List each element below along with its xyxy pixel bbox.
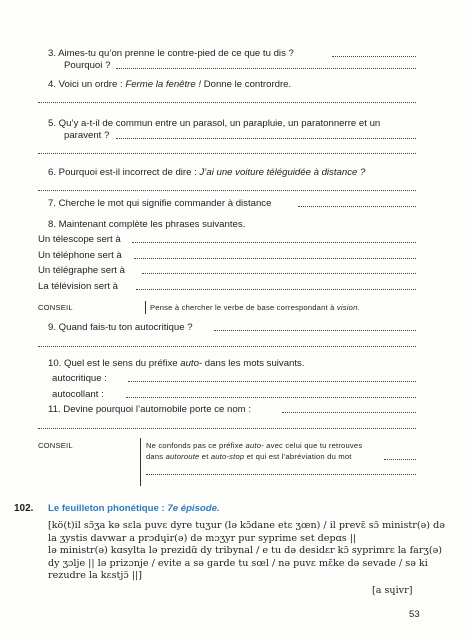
phonetic-text <box>48 520 445 583</box>
answer-line <box>116 130 416 142</box>
answer-line <box>38 94 416 106</box>
question-11: 11. Devine pourquoi l’automobile porte ce nom : <box>48 404 252 415</box>
phonetic-line: rezudre la kɛstjɔ̃ ||] <box>48 570 142 582</box>
conseil-divider <box>140 438 141 486</box>
conseil-text-line1: Ne confonds pas ce préfixe auto- avec celui que tu retrouves <box>146 441 363 450</box>
question-6: 6. Pourquoi est-il incorrect de dire : J’ai une voiture téléguidée à distance ? <box>48 167 366 178</box>
question-9: 9. Quand fais-tu ton autocritique ? <box>48 322 193 333</box>
question-5: 5. Qu’y a-t-il de commun entre un parasol, un parapluie, un paratonnerre et un <box>48 118 381 129</box>
answer-line <box>282 404 416 416</box>
exercise-number: 102. <box>14 503 34 514</box>
page-number: 53 <box>409 609 420 620</box>
question-3: 3. Aimes-tu qu’on prenne le contre-pied de ce que tu dis ? <box>48 48 294 59</box>
conseil-divider <box>145 301 146 314</box>
conseil-label: CONSEIL <box>38 303 73 312</box>
conseil-text-line2: dans autoroute et auto-stop et qui est l’abréviation du mot <box>146 452 352 461</box>
question-4: 4. Voici un ordre : Ferme la fenêtre ! Donne le contrordre. <box>48 79 292 90</box>
phonetic-line: la ʒystis davwar a prɔdɥir(ə) də mɔʒyr pur syprime set depɑs || <box>48 532 357 544</box>
exercise-title: Le feuilleton phonétique : 7e épisode. <box>48 503 220 514</box>
answer-line <box>332 48 416 60</box>
answer-line <box>132 234 416 246</box>
sentence-telephone: Un téléphone sert à <box>38 250 122 261</box>
phonetic-line: lə ministr(ə) kɑsylta lə prezidɑ̃ dy tribynal / e tu də desidɛr kɔ̃ syprimrɛ la farʒ(ə) <box>48 545 442 557</box>
question-8: 8. Maintenant complète les phrases suivantes. <box>48 219 246 230</box>
answer-line <box>134 250 416 262</box>
word-autocollant: autocollant : <box>52 389 104 400</box>
to-be-continued: [a sɥivr] <box>372 585 413 596</box>
answer-line <box>384 451 416 463</box>
phonetic-line: [kö(t)il sɔ̃ʒa kə sɛla puvɛ dyre tuʒur (lə kɔ̃dane etɛ ʒœn) / il prevɛ̃ sɔ̃ ministr(ə) də <box>48 520 445 531</box>
answer-line <box>298 198 416 210</box>
answer-line <box>38 145 416 157</box>
word-autocritique: autocritique : <box>52 373 107 384</box>
answer-line <box>38 338 416 350</box>
sentence-telegraphe: Un télégraphe sert à <box>38 265 125 276</box>
sentence-television: La télévision sert à <box>38 281 118 292</box>
answer-line <box>146 466 416 478</box>
answer-line <box>38 182 416 194</box>
conseil-text: Pense à chercher le verbe de base correspondant à vision. <box>150 303 360 312</box>
phonetic-line: dy ʒɔlje || lə prizɔnje / evite a sə garde tu sœl / nə puvɛ mɛ̃ke də sevade / sə ki <box>48 557 428 569</box>
answer-line <box>142 265 416 277</box>
answer-line <box>128 373 416 385</box>
answer-line <box>116 60 416 72</box>
answer-line <box>214 322 416 334</box>
answer-line <box>38 420 416 432</box>
sentence-telescope: Un télescope sert à <box>38 234 121 245</box>
question-10: 10. Quel est le sens du préfixe auto- dans les mots suivants. <box>48 358 305 369</box>
conseil-label: CONSEIL <box>38 441 73 450</box>
answer-line <box>126 389 416 401</box>
question-7: 7. Cherche le mot qui signifie commander à distance <box>48 198 272 209</box>
question-3-why: Pourquoi ? <box>64 60 111 71</box>
question-5-cont: paravent ? <box>64 130 110 141</box>
answer-line <box>136 281 416 293</box>
